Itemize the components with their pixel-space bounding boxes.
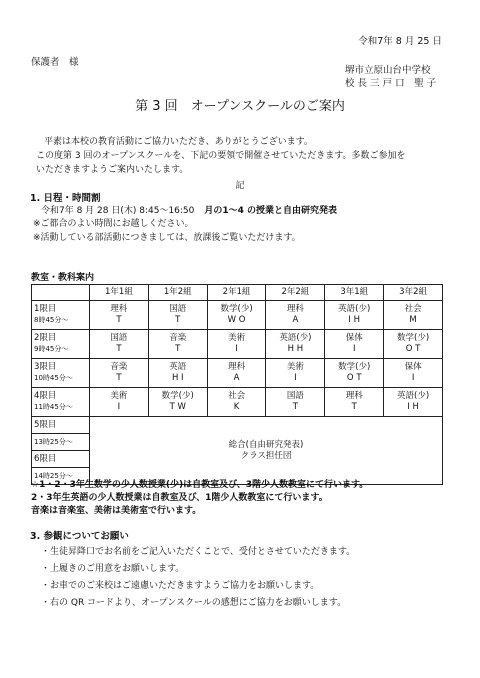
- teacher: H H: [287, 344, 304, 354]
- school-name: 堺市立原山台中学校: [345, 65, 431, 76]
- teacher: W O: [227, 315, 246, 325]
- class-cell: [325, 301, 384, 330]
- table-row: [32, 417, 443, 434]
- subject: 理科: [228, 362, 246, 372]
- header-corner: [32, 285, 90, 301]
- column-header: 3年1組: [325, 285, 384, 301]
- class-cell: [384, 301, 443, 330]
- subject: 数学(少): [397, 333, 430, 343]
- schedule-date-time: 令和7年 8 月 28 日(木) 8:45～16:50: [41, 206, 195, 216]
- class-cell: [325, 359, 384, 388]
- note-1: ※ご都合のよい時間にお越しください。: [33, 219, 194, 229]
- after-note-2: 2・3年生英語の少人数授業は自教室及び、1階少人数教室にて行います。: [31, 493, 328, 503]
- table-row: [32, 388, 443, 417]
- teacher: I: [411, 373, 415, 383]
- teacher: O T: [405, 344, 421, 354]
- period-label-cell: [32, 388, 90, 417]
- teacher: I: [352, 344, 356, 354]
- period-label-cell: [32, 359, 90, 388]
- subject: 国語: [110, 333, 128, 343]
- section-3-heading: 3. 参観についてお願い: [30, 531, 129, 542]
- greeting-line-2: この度第 3 回のオープンスクールを、下記の要領で開催させていただきます。多数ご参加を: [36, 151, 406, 161]
- period-label-cell: [32, 451, 90, 468]
- teacher: A: [233, 373, 240, 383]
- table-row: [32, 330, 443, 359]
- teacher: T: [292, 402, 298, 412]
- teacher: O T: [346, 373, 362, 383]
- class-cell: [207, 301, 266, 330]
- class-cell: [266, 359, 325, 388]
- teacher: I: [117, 402, 121, 412]
- subject: 英語(少): [397, 391, 430, 401]
- after-note-1: ☆1・2・3年生数学の少人数授業(少)は自教室及び、3階少人数教室にて行います。: [31, 480, 369, 490]
- period-time: 11時45分～: [34, 403, 73, 411]
- teacher: I: [294, 373, 297, 383]
- teacher: I: [235, 344, 238, 354]
- merged-activity: 総合(自由研究発表): [228, 439, 304, 450]
- class-cell: [148, 330, 207, 359]
- subject: 英語(少): [338, 304, 371, 314]
- subject: 数学(少): [161, 391, 194, 401]
- timetable-header-row: [32, 285, 443, 301]
- teacher: T: [116, 344, 122, 354]
- subject: 美術: [286, 362, 304, 372]
- class-cell: [384, 388, 443, 417]
- period-label: 5限目: [34, 419, 57, 430]
- list-item: ・上履きのご用意をお願いします。: [41, 564, 185, 574]
- period-label-cell: [32, 417, 90, 434]
- subject: 国語: [169, 304, 187, 314]
- subject: 国語: [286, 391, 304, 401]
- column-header: 3年2組: [384, 285, 443, 301]
- addressee: 保護者 様: [31, 57, 79, 68]
- list-item: ・生徒昇降口でお名前をご記入いただくことで、受付とさせていただきます。: [41, 547, 356, 557]
- class-cell: [148, 301, 207, 330]
- period-label: 3限目: [34, 362, 57, 372]
- subject: 美術: [228, 333, 246, 343]
- class-cell: [90, 359, 149, 388]
- class-cell: [325, 388, 384, 417]
- subject: 理科: [110, 304, 128, 314]
- teacher: I H: [348, 315, 361, 325]
- greeting-line-3: いただきますようご案内いたします。: [36, 165, 189, 175]
- teacher: T: [351, 402, 357, 412]
- table-row: [32, 359, 443, 388]
- teacher: H I: [171, 373, 184, 383]
- teacher: T: [116, 315, 122, 325]
- class-cell: [148, 388, 207, 417]
- class-cell: [266, 330, 325, 359]
- teacher: T: [175, 344, 181, 354]
- class-cell: [384, 359, 443, 388]
- teacher: T W: [169, 402, 186, 412]
- section-1-heading: 1. 日程・時間割: [30, 193, 101, 204]
- column-header: 1年2組: [148, 285, 207, 301]
- note-2: ※活動している部活動につきましては、放課後ご覧いただけます。: [33, 233, 301, 243]
- class-cell: [207, 388, 266, 417]
- list-item: ・お車でのご来校はご遠慮いただきますようご協力をお願いします。: [41, 581, 320, 591]
- class-cell: [266, 388, 325, 417]
- period-label: 4限目: [34, 391, 57, 401]
- teacher: K: [233, 402, 240, 412]
- class-cell: [90, 301, 149, 330]
- merged-afternoon-cell: [90, 417, 443, 485]
- subject: 理科: [345, 391, 363, 401]
- subject: 数学(少): [220, 304, 253, 314]
- document-title: 第 3 回 オープンスクールのご案内: [135, 99, 345, 114]
- subject: 美術: [110, 391, 128, 401]
- timetable-title: 教室・教科案内: [31, 273, 95, 283]
- class-cell: [207, 330, 266, 359]
- column-header: 1年1組: [90, 285, 149, 301]
- ki-mark: 記: [235, 181, 245, 191]
- period-label: 1限目: [34, 304, 57, 314]
- timetable: [31, 284, 443, 485]
- teacher: A: [292, 315, 299, 325]
- class-cell: [207, 359, 266, 388]
- period-time: 14時25分～: [34, 471, 73, 480]
- subject: 理科: [286, 304, 304, 314]
- column-header: 2年2組: [266, 285, 325, 301]
- subject: 英語: [169, 362, 187, 372]
- greeting-line-1: 平素は本校の教育活動にご協力いただき、ありがとうございます。: [44, 137, 313, 147]
- after-note-3: 音楽は音楽室、美術は美術室で行います。: [31, 506, 202, 516]
- period-time: 13時25分～: [34, 437, 73, 446]
- subject: 保体: [345, 333, 363, 343]
- principal-name: 校 長 三 戸 口 聖 子: [345, 78, 437, 89]
- column-header: 2年1組: [207, 285, 266, 301]
- period-time: 9時45分～: [34, 345, 69, 353]
- schedule-line: [41, 203, 337, 216]
- class-cell: [90, 388, 149, 417]
- teacher: M: [409, 315, 417, 325]
- subject: 音楽: [110, 362, 128, 372]
- class-cell: [148, 359, 207, 388]
- subject: 音楽: [169, 333, 187, 343]
- subject: 数学(少): [338, 362, 371, 372]
- subject: 社会: [404, 304, 422, 314]
- class-cell: [90, 330, 149, 359]
- list-item: ・右の QR コードより、オープンスクールの感想にご協力をお願いします。: [41, 598, 347, 608]
- table-row: [32, 301, 443, 330]
- subject: 保体: [404, 362, 422, 372]
- subject: 英語(少): [279, 333, 312, 343]
- period-time: 10時45分～: [34, 374, 73, 382]
- class-cell: [325, 330, 384, 359]
- teacher: T: [175, 315, 181, 325]
- period-label-cell: [32, 301, 90, 330]
- teacher: T: [116, 373, 122, 383]
- subject: 社会: [228, 391, 246, 401]
- period-label: 2限目: [34, 333, 57, 343]
- class-cell: [384, 330, 443, 359]
- teacher: I H: [407, 402, 419, 412]
- period-time: 8時45分～: [34, 316, 69, 324]
- document-date: 令和7年 8 月 25 日: [358, 36, 442, 47]
- merged-teachers: クラス担任団: [240, 450, 292, 461]
- period-time-cell: [32, 434, 90, 451]
- period-label: 6限目: [34, 453, 57, 464]
- period-label-cell: [32, 330, 90, 359]
- schedule-content: 月の1～4 の授業と自由研究発表: [204, 206, 338, 216]
- class-cell: [266, 301, 325, 330]
